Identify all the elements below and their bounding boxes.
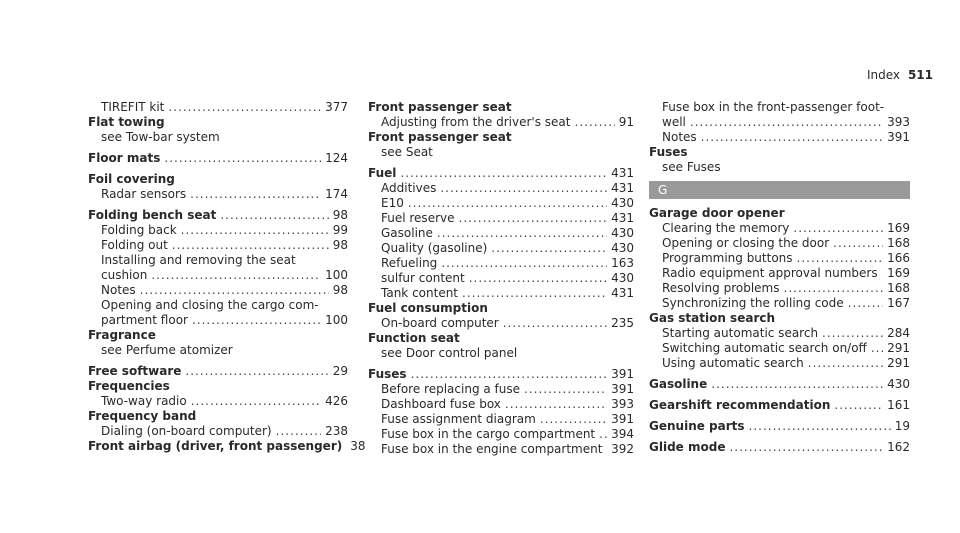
entry-term: Before replacing a fuse bbox=[381, 382, 521, 396]
entry-page-number[interactable]: 161 bbox=[887, 398, 910, 412]
index-subentry[interactable] bbox=[368, 226, 634, 241]
entry-page-number[interactable]: 430 bbox=[611, 226, 634, 240]
entry-term: On-board computer bbox=[381, 316, 499, 330]
dot-leader bbox=[793, 221, 883, 236]
entry-term: Synchronizing the rolling code bbox=[662, 296, 844, 310]
dot-leader bbox=[181, 223, 329, 238]
entry-term: Fuse box in the engine compartment bbox=[381, 442, 603, 456]
entry-term: Fuse box in the cargo compartment bbox=[381, 427, 596, 441]
entry-page-number[interactable]: 169 bbox=[887, 266, 910, 280]
entry-term: Using automatic search bbox=[662, 356, 804, 370]
dot-leader bbox=[140, 283, 329, 298]
entry-page-number[interactable]: 98 bbox=[332, 238, 348, 252]
dot-leader bbox=[599, 427, 607, 442]
dot-leader bbox=[834, 398, 883, 413]
dot-leader bbox=[822, 326, 883, 341]
index-subentry[interactable] bbox=[368, 256, 634, 271]
entry-term: Installing and removing the seat bbox=[101, 253, 296, 267]
dot-leader bbox=[190, 187, 321, 202]
entry-term: Foil covering bbox=[88, 172, 175, 186]
dot-leader bbox=[408, 196, 607, 211]
entry-page-number[interactable]: 377 bbox=[325, 100, 348, 114]
index-subentry[interactable] bbox=[649, 296, 910, 311]
entry-page-number[interactable]: 393 bbox=[611, 397, 634, 411]
index-subentry[interactable] bbox=[88, 100, 348, 115]
index-subentry[interactable] bbox=[88, 298, 348, 313]
index-subentry[interactable] bbox=[649, 281, 910, 296]
index-heading[interactable] bbox=[88, 172, 348, 187]
entry-term: Fuel bbox=[368, 166, 397, 180]
index-subentry[interactable] bbox=[649, 221, 910, 236]
page-header bbox=[0, 68, 960, 84]
dot-leader bbox=[606, 442, 607, 457]
index-subentry[interactable] bbox=[88, 253, 348, 268]
index-heading[interactable] bbox=[368, 301, 634, 316]
entry-term: Frequency band bbox=[88, 409, 197, 423]
index-heading[interactable] bbox=[88, 328, 348, 343]
dot-leader bbox=[729, 440, 883, 455]
index-subentry[interactable] bbox=[88, 394, 348, 409]
entry-page-number[interactable]: 124 bbox=[325, 151, 348, 165]
dot-leader bbox=[711, 377, 883, 392]
entry-page-number[interactable]: 162 bbox=[887, 440, 910, 454]
dot-leader bbox=[172, 238, 329, 253]
entry-term: Fragrance bbox=[88, 328, 156, 342]
entry-term: Folding out bbox=[101, 238, 168, 252]
index-subentry[interactable] bbox=[88, 130, 348, 145]
entry-term: Gasoline bbox=[381, 226, 433, 240]
index-subentry[interactable] bbox=[88, 343, 348, 358]
dot-leader bbox=[440, 181, 607, 196]
entry-page-number[interactable]: 431 bbox=[611, 286, 634, 300]
entry-term: see Tow-bar system bbox=[101, 130, 220, 144]
entry-term: Folding bench seat bbox=[88, 208, 217, 222]
entry-page-number[interactable]: 168 bbox=[887, 236, 910, 250]
entry-term: Refueling bbox=[381, 256, 438, 270]
entry-term: see Seat bbox=[381, 145, 433, 159]
index-heading[interactable] bbox=[368, 100, 634, 115]
dot-leader bbox=[411, 367, 608, 382]
page-number: 511 bbox=[907, 68, 933, 82]
index-subentry[interactable] bbox=[368, 397, 634, 412]
dot-leader bbox=[808, 356, 883, 371]
index-subentry[interactable] bbox=[368, 286, 634, 301]
entry-term: Genuine parts bbox=[649, 419, 745, 433]
index-subentry[interactable] bbox=[649, 251, 910, 266]
index-heading[interactable] bbox=[368, 166, 634, 181]
entry-page-number[interactable]: 291 bbox=[887, 341, 910, 355]
entry-page-number[interactable]: 393 bbox=[887, 115, 910, 129]
dot-leader bbox=[459, 211, 608, 226]
dot-leader bbox=[833, 236, 883, 251]
entry-page-number[interactable]: 238 bbox=[325, 424, 348, 438]
entry-page-number[interactable]: 391 bbox=[611, 412, 634, 426]
index-subentry[interactable] bbox=[368, 211, 634, 226]
entry-term: Opening or closing the door bbox=[662, 236, 830, 250]
index-subentry[interactable] bbox=[649, 266, 910, 281]
dot-leader bbox=[441, 256, 607, 271]
index-column-2 bbox=[368, 100, 634, 457]
index-heading[interactable] bbox=[88, 364, 348, 379]
dot-leader bbox=[575, 115, 615, 130]
index-subentry[interactable] bbox=[88, 313, 348, 328]
entry-page-number[interactable]: 391 bbox=[887, 130, 910, 144]
entry-page-number[interactable]: 174 bbox=[325, 187, 348, 201]
entry-page-number[interactable]: 166 bbox=[887, 251, 910, 265]
entry-term: Fuse assignment diagram bbox=[381, 412, 536, 426]
entry-term: Flat towing bbox=[88, 115, 165, 129]
index-heading[interactable] bbox=[649, 206, 910, 221]
dot-leader bbox=[437, 226, 607, 241]
entry-page-number[interactable]: 391 bbox=[611, 382, 634, 396]
entry-page-number[interactable]: 169 bbox=[887, 221, 910, 235]
entry-page-number[interactable]: 168 bbox=[887, 281, 910, 295]
index-heading[interactable] bbox=[88, 409, 348, 424]
dot-leader bbox=[848, 296, 883, 311]
dot-leader bbox=[491, 241, 607, 256]
section-title: Index bbox=[866, 68, 900, 82]
entry-term: Front passenger seat bbox=[368, 100, 512, 114]
entry-term: Gas station search bbox=[649, 311, 776, 325]
entry-page-number[interactable]: 29 bbox=[332, 364, 348, 378]
entry-term: see Door control panel bbox=[381, 346, 518, 360]
index-subentry[interactable] bbox=[368, 316, 634, 331]
entry-page-number[interactable]: 394 bbox=[611, 427, 634, 441]
entry-term: Dialing (on-board computer) bbox=[101, 424, 272, 438]
dot-leader bbox=[524, 382, 607, 397]
entry-page-number[interactable]: 392 bbox=[611, 442, 634, 456]
entry-term: well bbox=[662, 115, 686, 129]
index-subentry[interactable] bbox=[649, 100, 910, 115]
entry-term: Additives bbox=[381, 181, 437, 195]
index-subentry[interactable] bbox=[88, 268, 348, 283]
entry-page-number[interactable]: 284 bbox=[887, 326, 910, 340]
index-column-1 bbox=[88, 100, 366, 454]
entry-page-number[interactable]: 291 bbox=[887, 356, 910, 370]
dot-leader bbox=[469, 271, 607, 286]
entry-term: Function seat bbox=[368, 331, 460, 345]
entry-page-number[interactable]: 91 bbox=[618, 115, 634, 129]
entry-term: Fuses bbox=[368, 367, 407, 381]
dot-leader bbox=[784, 281, 884, 296]
entry-page-number[interactable]: 431 bbox=[611, 211, 634, 225]
entry-term: Adjusting from the driver's seat bbox=[381, 115, 571, 129]
index-subentry[interactable] bbox=[368, 181, 634, 196]
entry-term: Radar sensors bbox=[101, 187, 187, 201]
entry-page-number[interactable]: 38 bbox=[350, 439, 366, 453]
entry-term: Gasoline bbox=[649, 377, 708, 391]
dot-leader bbox=[192, 313, 321, 328]
entry-term: Gearshift recommendation bbox=[649, 398, 831, 412]
dot-leader bbox=[882, 266, 884, 281]
index-subentry[interactable] bbox=[368, 427, 634, 442]
entry-term: Starting automatic search bbox=[662, 326, 819, 340]
entry-page-number[interactable]: 99 bbox=[332, 223, 348, 237]
entry-page-number[interactable]: 235 bbox=[611, 316, 634, 330]
dot-leader bbox=[185, 364, 328, 379]
index-subentry[interactable] bbox=[649, 341, 910, 356]
entry-page-number[interactable]: 19 bbox=[894, 419, 910, 433]
dot-leader bbox=[220, 208, 328, 223]
index-subentry[interactable] bbox=[649, 130, 910, 145]
entry-term: sulfur content bbox=[381, 271, 465, 285]
index-subentry[interactable] bbox=[88, 283, 348, 298]
index-subentry[interactable] bbox=[88, 424, 348, 439]
entry-term: Frequencies bbox=[88, 379, 170, 393]
index-subentry[interactable] bbox=[368, 241, 634, 256]
dot-leader bbox=[276, 424, 321, 439]
dot-leader bbox=[400, 166, 607, 181]
index-heading[interactable] bbox=[649, 440, 910, 455]
entry-page-number[interactable]: 163 bbox=[611, 256, 634, 270]
entry-term: cushion bbox=[101, 268, 148, 282]
entry-term: Free software bbox=[88, 364, 182, 378]
entry-page-number[interactable]: 430 bbox=[611, 271, 634, 285]
index-subentry[interactable] bbox=[649, 115, 910, 130]
dot-leader bbox=[462, 286, 607, 301]
entry-page-number[interactable]: 98 bbox=[332, 283, 348, 297]
entry-term: Switching automatic search on/off bbox=[662, 341, 867, 355]
entry-term: Front airbag (driver, front passenger) bbox=[88, 439, 343, 453]
index-subentry[interactable] bbox=[368, 145, 634, 160]
index-subentry[interactable] bbox=[88, 187, 348, 202]
dot-leader bbox=[505, 397, 607, 412]
entry-term: Tank content bbox=[381, 286, 459, 300]
entry-term: Programming buttons bbox=[662, 251, 793, 265]
index-heading[interactable] bbox=[649, 398, 910, 413]
index-heading[interactable] bbox=[88, 208, 348, 223]
entry-page-number[interactable]: 430 bbox=[611, 196, 634, 210]
dot-leader bbox=[871, 341, 883, 356]
entry-term: Fuse box in the front-passenger foot- bbox=[662, 100, 885, 114]
index-column-3 bbox=[649, 100, 910, 455]
entry-term: Radio equipment approval numbers bbox=[662, 266, 878, 280]
entry-term: Quality (gasoline) bbox=[381, 241, 488, 255]
entry-term: Resolving problems bbox=[662, 281, 780, 295]
dot-leader bbox=[168, 100, 321, 115]
entry-term: Notes bbox=[101, 283, 136, 297]
index-subentry[interactable] bbox=[368, 115, 634, 130]
index-heading[interactable] bbox=[88, 439, 366, 454]
index-heading[interactable] bbox=[368, 367, 634, 382]
entry-term: Two-way radio bbox=[101, 394, 187, 408]
entry-page-number[interactable]: 426 bbox=[325, 394, 348, 408]
index-subentry[interactable] bbox=[649, 236, 910, 251]
index-subentry[interactable] bbox=[88, 238, 348, 253]
entry-page-number[interactable]: 431 bbox=[611, 166, 634, 180]
entry-term: see Fuses bbox=[662, 160, 721, 174]
dot-leader bbox=[503, 316, 607, 331]
dot-leader bbox=[151, 268, 321, 283]
entry-page-number[interactable]: 100 bbox=[325, 313, 348, 327]
entry-term: E10 bbox=[381, 196, 404, 210]
entry-term: Fuses bbox=[649, 145, 688, 159]
entry-term: Floor mats bbox=[88, 151, 161, 165]
index-heading[interactable] bbox=[649, 311, 910, 326]
entry-term: see Perfume atomizer bbox=[101, 343, 233, 357]
entry-term: TIREFIT kit bbox=[101, 100, 165, 114]
index-heading[interactable] bbox=[649, 419, 910, 434]
index-subentry[interactable] bbox=[649, 356, 910, 371]
index-heading[interactable] bbox=[88, 379, 348, 394]
dot-leader bbox=[690, 115, 883, 130]
entry-term: Glide mode bbox=[649, 440, 726, 454]
index-subentry[interactable] bbox=[368, 346, 634, 361]
index-subentry[interactable] bbox=[368, 382, 634, 397]
entry-page-number[interactable]: 431 bbox=[611, 181, 634, 195]
dot-leader bbox=[540, 412, 607, 427]
index-subentry[interactable] bbox=[649, 160, 910, 175]
dot-leader bbox=[749, 419, 891, 434]
index-heading[interactable] bbox=[368, 130, 634, 145]
entry-term: Garage door opener bbox=[649, 206, 785, 220]
entry-page-number[interactable]: 430 bbox=[887, 377, 910, 391]
index-subentry[interactable] bbox=[649, 326, 910, 341]
index-subentry[interactable] bbox=[368, 196, 634, 211]
entry-term: Dashboard fuse box bbox=[381, 397, 501, 411]
dot-leader bbox=[191, 394, 321, 409]
index-heading[interactable] bbox=[368, 331, 634, 346]
index-heading[interactable] bbox=[88, 115, 348, 130]
entry-page-number[interactable]: 430 bbox=[611, 241, 634, 255]
entry-page-number[interactable]: 167 bbox=[887, 296, 910, 310]
entry-term: Clearing the memory bbox=[662, 221, 790, 235]
index-heading[interactable] bbox=[649, 145, 910, 160]
entry-term: Notes bbox=[662, 130, 697, 144]
index-subentry[interactable] bbox=[368, 271, 634, 286]
index-subentry[interactable] bbox=[368, 412, 634, 427]
entry-term: Fuel reserve bbox=[381, 211, 455, 225]
letter-heading: G bbox=[649, 181, 910, 199]
entry-term: Fuel consumption bbox=[368, 301, 488, 315]
index-subentry[interactable] bbox=[368, 442, 634, 457]
entry-page-number[interactable]: 391 bbox=[611, 367, 634, 381]
dot-leader bbox=[797, 251, 884, 266]
index-heading[interactable] bbox=[88, 151, 348, 166]
entry-term: partment floor bbox=[101, 313, 188, 327]
entry-page-number[interactable]: 98 bbox=[332, 208, 348, 222]
entry-term: Opening and closing the cargo com- bbox=[101, 298, 319, 312]
entry-term: Front passenger seat bbox=[368, 130, 512, 144]
entry-page-number[interactable]: 100 bbox=[325, 268, 348, 282]
index-heading[interactable] bbox=[649, 377, 910, 392]
entry-term: Folding back bbox=[101, 223, 177, 237]
dot-leader bbox=[164, 151, 321, 166]
dot-leader bbox=[701, 130, 883, 145]
index-subentry[interactable] bbox=[88, 223, 348, 238]
